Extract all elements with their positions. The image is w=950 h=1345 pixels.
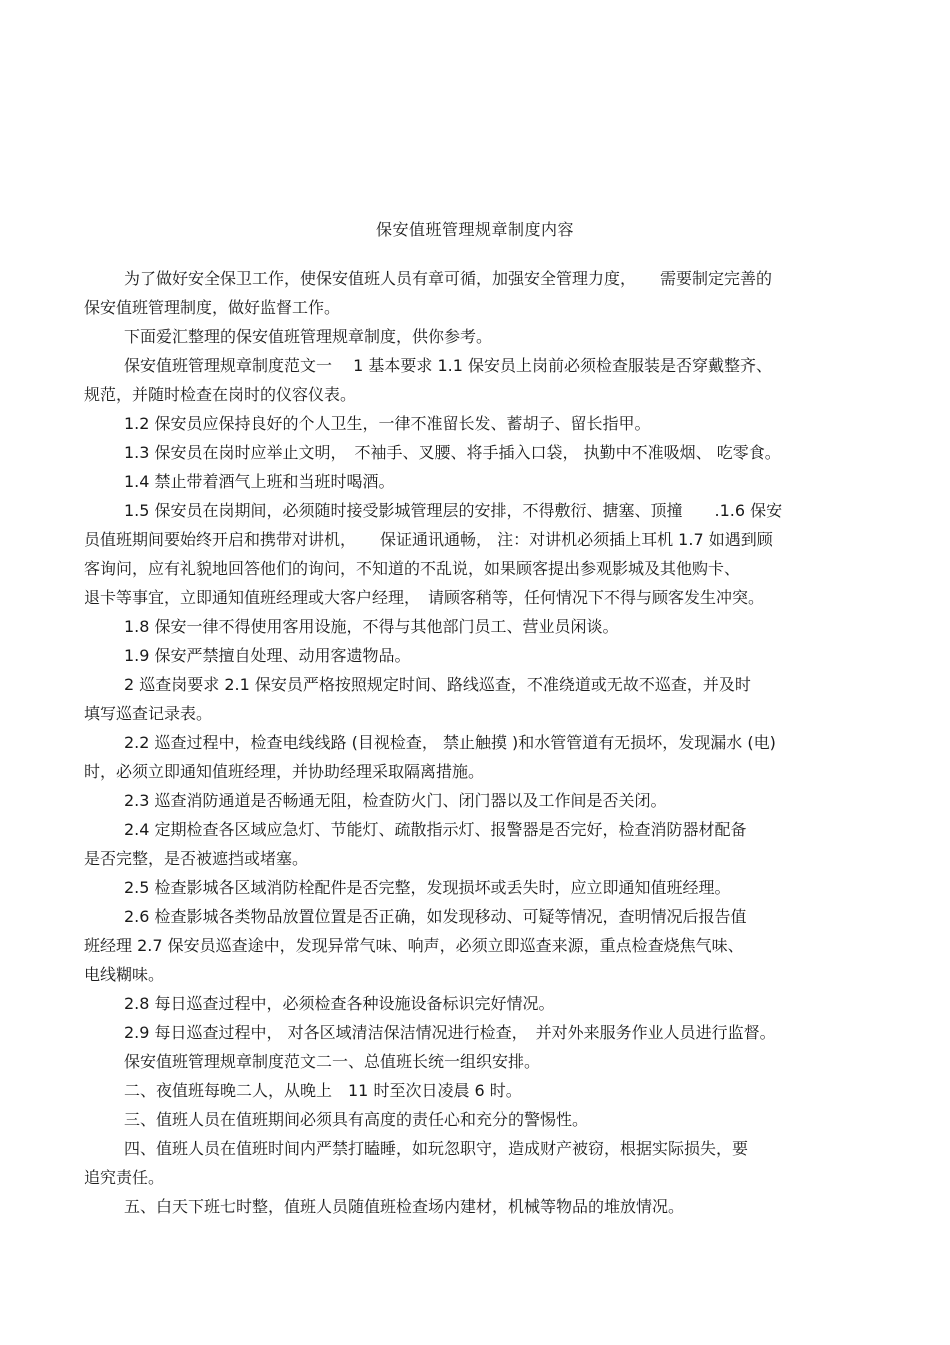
- body-line: 2.4 定期检查各区域应急灯、节能灯、疏散指示灯、报警器是否完好，检查消防器材配备: [124, 820, 747, 839]
- body-line: 2 巡查岗要求 2.1 保安员严格按照规定时间、路线巡查，不准绕道或无故不巡查，并及时: [124, 675, 751, 694]
- body-line: 下面爱汇整理的保安值班管理规章制度，供你参考。: [124, 327, 493, 346]
- body-line: 2.5 检查影城各区域消防栓配件是否完整，发现损坏或丢失时，应立即通知值班经理。: [124, 878, 731, 897]
- body-line: 规范，并随时检查在岗时的仪容仪表。: [84, 385, 357, 404]
- body-line: 1.9 保安严禁擅自处理、动用客遗物品。: [124, 646, 411, 665]
- body-line: 为了做好安全保卫工作，使保安值班人员有章可循，加强安全管理力度， 需要制定完善的: [124, 269, 773, 288]
- body-line: 客询问，应有礼貌地回答他们的询问，不知道的不乱说，如果顾客提出参观影城及其他购卡、: [84, 559, 741, 578]
- body-line: 2.2 巡查过程中，检查电线线路 (目视检查， 禁止触摸 )和水管管道有无损坏，发现漏水 (电): [124, 733, 776, 752]
- body-line: 保安值班管理制度，做好监督工作。: [84, 298, 341, 317]
- body-line: 1.3 保安员在岗时应举止文明， 不袖手、叉腰、将手插入口袋， 执勤中不准吸烟、 吃零食。: [124, 443, 781, 462]
- body-line: 保安值班管理规章制度范文二一、总值班长统一组织安排。: [124, 1052, 541, 1071]
- body-line: 2.8 每日巡查过程中，必须检查各种设施设备标识完好情况。: [124, 994, 555, 1013]
- body-line: 保安值班管理规章制度范文一 1 基本要求 1.1 保安员上岗前必须检查服装是否穿戴整齐、: [124, 356, 772, 375]
- body-line: 2.9 每日巡查过程中， 对各区域清洁保洁情况进行检查， 并对外来服务作业人员进行监督。: [124, 1023, 776, 1042]
- body-line: 1.2 保安员应保持良好的个人卫生，一律不准留长发、蓄胡子、留长指甲。: [124, 414, 651, 433]
- document-body: [84, 264, 866, 1221]
- body-line: 追究责任。: [84, 1168, 165, 1187]
- body-line: 填写巡查记录表。: [84, 704, 213, 723]
- body-line: 1.4 禁止带着酒气上班和当班时喝酒。: [124, 472, 395, 491]
- body-line: 1.5 保安员在岗期间，必须随时接受影城管理层的安排，不得敷衍、搪塞、顶撞 .1.6 保安: [124, 501, 783, 520]
- body-line: 四、值班人员在值班时间内严禁打瞌睡，如玩忽职守，造成财产被窃，根据实际损失，要: [124, 1139, 749, 1158]
- body-line: 员值班期间要始终开启和携带对讲机， 保证通讯通畅， 注：对讲机必须插上耳机 1.7 如遇到顾: [84, 530, 773, 549]
- body-line: 三、值班人员在值班期间必须具有高度的责任心和充分的警惕性。: [124, 1110, 589, 1129]
- body-line: 退卡等事宜，立即通知值班经理或大客户经理， 请顾客稍等，任何情况下不得与顾客发生冲突。: [84, 588, 765, 607]
- body-line: 时，必须立即通知值班经理，并协助经理采取隔离措施。: [84, 762, 485, 781]
- document-title: 保安值班管理规章制度内容: [375, 220, 574, 239]
- body-line: 2.3 巡查消防通道是否畅通无阻，检查防火门、闭门器以及工作间是否关闭。: [124, 791, 667, 810]
- body-line: 1.8 保安一律不得使用客用设施，不得与其他部门员工、营业员闲谈。: [124, 617, 619, 636]
- body-line: 是否完整，是否被遮挡或堵塞。: [84, 849, 309, 868]
- body-line: 班经理 2.7 保安员巡查途中，发现异常气味、响声，必须立即巡查来源，重点检查烧焦气味、: [84, 936, 744, 955]
- body-line: 2.6 检查影城各类物品放置位置是否正确，如发现移动、可疑等情况，查明情况后报告值: [124, 907, 747, 926]
- body-line: 电线糊味。: [84, 965, 165, 984]
- body-line: 五、白天下班七时整，值班人员随值班检查场内建材，机械等物品的堆放情况。: [124, 1197, 685, 1216]
- body-line: 二、夜值班每晚二人，从晚上 11 时至次日凌晨 6 时。: [124, 1081, 522, 1100]
